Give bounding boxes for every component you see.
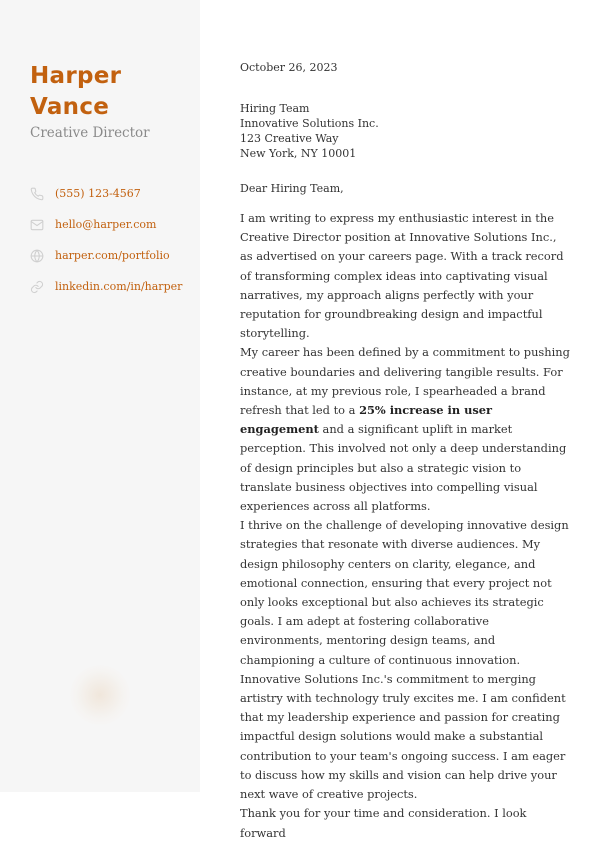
contact-phone-text: (555) 123-4567: [55, 187, 141, 200]
sidebar: [0, 0, 200, 792]
contact-website-text: harper.com/portfolio: [55, 249, 170, 262]
paragraph-text: My career has been defined by a commitment to pushing creative boundaries and delivering tangible results. For instance, at my previous role, I spearheaded a brand refresh that led to a: [240, 345, 570, 418]
decorative-blob: [70, 665, 130, 725]
salutation: Dear Hiring Team,: [240, 182, 344, 195]
contact-phone[interactable]: [30, 178, 182, 209]
job-title: Creative Director: [30, 125, 150, 141]
recipient-line: 123 Creative Way: [240, 132, 339, 145]
highlight-metric: 25% increase in user engagement: [240, 403, 493, 437]
paragraph-closing: Thank you for your time and consideration. I look forward: [240, 806, 527, 840]
paragraph-company: Innovative Solutions Inc.'s commitment to merging artistry with technology truly excites me. I am confident that my leadership experience and passion for creating impactful design solutions would make a substantial contribution to your team's ongoing success. I am eager to discuss how my skills and vision can help drive your next wave of creative projects.: [240, 671, 566, 802]
paragraph-text: and a significant uplift in market perception. This involved not only a deep understanding of design principles but also a strategic vision to translate business objectives into compelling visual experiences across all platforms.: [240, 422, 567, 514]
name-heading: [30, 61, 121, 123]
contact-linkedin[interactable]: [30, 271, 182, 302]
letter-body: [240, 60, 572, 843]
paragraph-philosophy: I thrive on the challenge of developing innovative design strategies that resonate with diverse audiences. My design philosophy centers on clarity, elegance, and emotional connection, ensuring that every project not only looks exceptional but also achieves its strategic goals. I am adept at fostering collaborative environments, mentoring design teams, and championing a culture of continuous innovation.: [240, 518, 569, 667]
contact-linkedin-text: linkedin.com/in/harper: [55, 280, 183, 293]
phone-icon: [30, 187, 55, 201]
contact-website[interactable]: [30, 240, 182, 271]
paragraph-experience: [240, 343, 572, 516]
contact-email[interactable]: [30, 209, 182, 240]
recipient-line: New York, NY 10001: [240, 147, 357, 160]
letter-date: October 26, 2023: [240, 61, 338, 74]
globe-icon: [30, 249, 55, 263]
recipient-line: Innovative Solutions Inc.: [240, 117, 379, 130]
recipient-line: Hiring Team: [240, 102, 310, 115]
paragraph-intro: I am writing to express my enthusiastic interest in the Creative Director position at Innovative Solutions Inc., as advertised on your careers page. With a track record of transforming complex ideas into captivating visual narratives, my approach aligns perfectly with your reputation for groundbreaking design and impactful storytelling.: [240, 211, 564, 341]
contact-list: [30, 178, 182, 302]
link-icon: [30, 280, 55, 294]
name-first: Harper: [30, 63, 122, 89]
name-last: Vance: [30, 94, 110, 120]
contact-email-text: hello@harper.com: [55, 218, 157, 231]
recipient-block: [240, 101, 572, 161]
mail-icon: [30, 218, 55, 232]
